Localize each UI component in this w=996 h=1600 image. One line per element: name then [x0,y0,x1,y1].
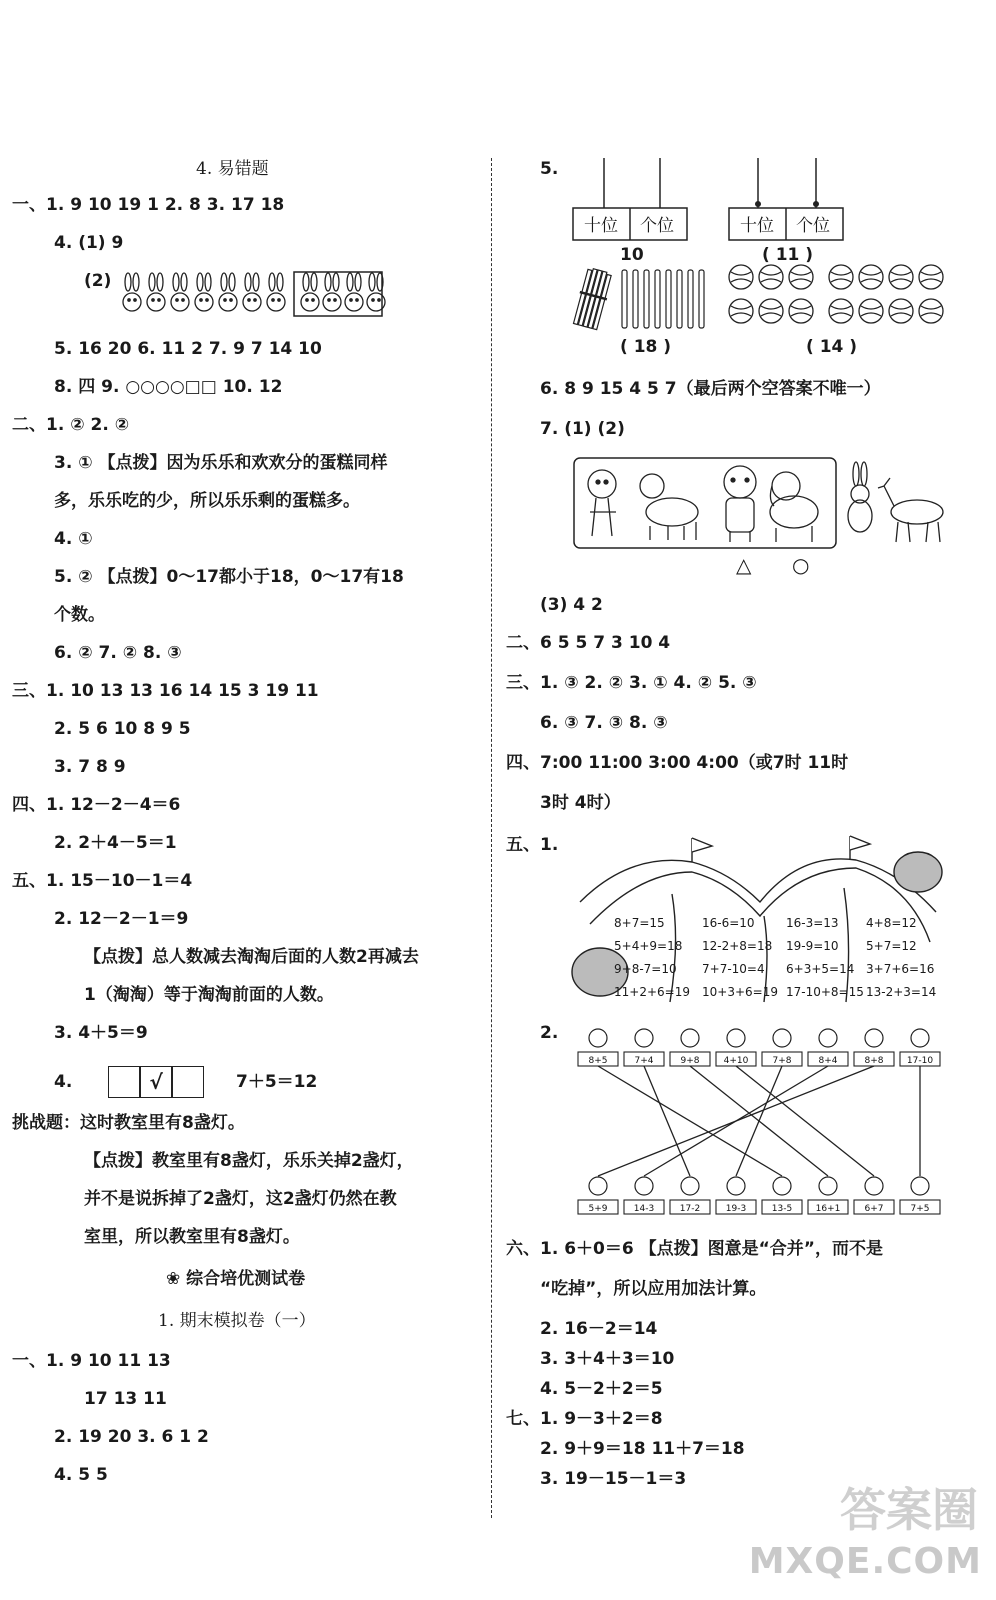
answer-line: 3. 19－15－1＝3 [540,1469,687,1489]
answer-line: 4. ① [54,529,93,549]
answer-line: 1（淘淘）等于淘淘前面的人数。 [84,985,334,1005]
answer-line: 6. ② 7. ② 8. ③ [54,643,182,663]
svg-text:7+4: 7+4 [634,1056,654,1066]
mountain-equation: 6+3+5=14 [786,962,855,976]
match-line [736,1066,874,1176]
mountain-equation: 5+4+9=18 [614,939,683,953]
mountain-equation: 3+7+6=16 [866,962,935,976]
svg-text:8+4: 8+4 [818,1056,838,1066]
watermark: MXQE.COM [748,1541,982,1582]
answer-line: 多，乐乐吃的少，所以乐乐剩的蛋糕多。 [54,491,360,511]
mountain-equation: 4+8=12 [866,916,917,930]
answer-line: 8. 四 9. ○○○○□□ 10. 12 [54,377,283,397]
bottom-card [808,1177,848,1214]
top-card [578,1029,618,1066]
sub-title: 1. 期末模拟卷（一） [158,1311,316,1331]
answer-line: 【点拨】教室里有8盏灯，乐乐关掉2盏灯， [84,1151,414,1171]
answer-line: 3. 7 8 9 [54,757,126,777]
answer-line: (3) 4 2 [540,595,603,615]
mountain-equation: 11+2+6=19 [614,985,690,999]
svg-text:8+8: 8+8 [864,1056,884,1066]
svg-text:19-3: 19-3 [725,1204,747,1214]
bottom-card [716,1177,756,1214]
answer-line: 室里，所以教室里有8盏灯。 [84,1227,300,1247]
answer-line: 3. 3＋4＋3＝10 [540,1349,675,1369]
bundle-value: ( 18 ) [620,337,672,357]
mountain-equation: 16-6=10 [702,916,755,930]
answer-line: 2. [540,1023,559,1043]
mountain-equation: 5+7=12 [866,939,917,953]
top-card [854,1029,894,1066]
svg-text:13-5: 13-5 [771,1204,793,1214]
svg-text:9+8: 9+8 [680,1056,700,1066]
answer-line: 挑战题：这时教室里有8盏灯。 [12,1113,245,1133]
rabbits-figure [120,272,390,320]
section-heading: 4. 易错题 [196,159,269,179]
top-card [716,1029,756,1066]
question-number: 4. [54,1072,73,1092]
mountain-equation: 10+3+6=19 [702,985,778,999]
answer-line: 2. 9＋9＝18 11＋7＝18 [540,1439,745,1459]
answer-line: 六、1. 6＋0＝6 【点拨】图意是“合并”，而不是 [506,1239,883,1259]
ones-label: 个位 [640,216,674,236]
answer-line: 三、1. ③ 2. ② 3. ① 4. ② 5. ③ [506,673,757,693]
answer-line: 3. 4＋5＝9 [54,1023,148,1043]
answer-line: “吃掉”，所以应用加法计算。 [540,1279,767,1299]
answer-line: 四、7:00 11:00 3:00 4:00（或7时 11时 [506,753,849,773]
watermark-cn: 答案圈 [840,1483,978,1537]
match-line [598,1066,874,1176]
svg-text:6+7: 6+7 [864,1204,884,1214]
svg-text:17-10: 17-10 [906,1056,934,1066]
answer-line: 一、1. 9 10 19 1 2. 8 3. 17 18 [12,195,285,215]
svg-text:16+1: 16+1 [815,1204,841,1214]
answer-line: (2) [84,271,112,291]
answer-line: 二、6 5 5 7 3 10 4 [506,633,671,653]
balls-figure [728,264,948,330]
bottom-card [854,1177,894,1214]
answer-line: 5. [540,159,559,179]
mountain-equation: 8+7=15 [614,916,665,930]
abacus-value: ( 11 ) [762,245,814,265]
svg-text:7+5: 7+5 [910,1204,930,1214]
answer-line: 5. ② 【点拨】0～17都小于18，0～17有18 [54,567,404,587]
answer-line: 个数。 [54,605,105,625]
answer-line: 并不是说拆掉了2盏灯，这2盏灯仍然在教 [84,1189,397,1209]
answer-line: 5. 16 20 6. 11 2 7. 9 7 14 10 [54,339,322,359]
answer-line: 4. 5 5 [54,1465,108,1485]
mountain-equation: 17-10+8=15 [786,985,864,999]
mountain-equation: 9+8-7=10 [614,962,677,976]
abacus-value: 10 [620,245,644,265]
circle-mark: ○ [792,553,810,577]
bottom-card [762,1177,802,1214]
top-card [900,1029,940,1066]
equation: 7＋5＝12 [235,1072,318,1092]
ones-label: 个位 [796,216,830,236]
answer-line: 2. 16－2＝14 [540,1319,658,1339]
answer-line: 6. ③ 7. ③ 8. ③ [540,713,668,733]
sticks-figure [574,266,714,336]
answer-line: 2. 12－2－1＝9 [54,909,189,929]
top-card [670,1029,710,1066]
answer-line: 17 13 11 [84,1389,167,1409]
answer-line: 7. (1) (2) [540,419,625,439]
match-line [644,1066,690,1176]
bottom-card [900,1177,940,1214]
match-line [736,1066,782,1176]
top-card [624,1029,664,1066]
svg-text:4+10: 4+10 [723,1056,749,1066]
bottom-card [624,1177,664,1214]
bottom-card [670,1177,710,1214]
answer-line: 三、1. 10 13 13 16 14 15 3 19 11 [12,681,319,701]
mountain-equation: 12-2+8=18 [702,939,773,953]
top-card [808,1029,848,1066]
answer-line: 6. 8 9 15 4 5 7（最后两个空答案不唯一） [540,379,881,399]
tens-label: 十位 [584,216,618,236]
balls-value: ( 14 ) [806,337,858,357]
answer-box [108,1066,140,1098]
section-title: ❀ 综合培优测试卷 [166,1269,306,1289]
svg-text:14-3: 14-3 [633,1204,655,1214]
column-divider [491,158,492,1518]
answer-line: 4. 5－2＋2＝5 [540,1379,663,1399]
mountain-equation: 19-9=10 [786,939,839,953]
svg-text:17-2: 17-2 [679,1204,701,1214]
answer-line: 四、1. 12－2－4＝6 [12,795,181,815]
answer-line: 二、1. ② 2. ② [12,415,130,435]
tens-label: 十位 [740,216,774,236]
answer-box [172,1066,204,1098]
answer-line: 【点拨】总人数减去淘淘后面的人数2再减去 [84,947,419,967]
matching-figure [576,1020,934,1220]
answer-line: 一、1. 9 10 11 13 [12,1351,171,1371]
answer-line: 2. 19 20 3. 6 1 2 [54,1427,209,1447]
answer-line: 3. ① 【点拨】因为乐乐和欢欢分的蛋糕同样 [54,453,388,473]
answer-box-checked: √ [140,1066,172,1098]
answer-line: 五、1. 15－10－1＝4 [12,871,193,891]
match-line [598,1066,782,1176]
answer-line [54,1066,317,1098]
mountain-equation: 7+7-10=4 [702,962,765,976]
answer-line: 3时 4时） [540,793,621,813]
answer-line: 2. 5 6 10 8 9 5 [54,719,191,739]
answer-line: 七、1. 9－3＋2＝8 [506,1409,663,1429]
mountain-equation: 13-2+3=14 [866,985,937,999]
svg-text:7+8: 7+8 [772,1056,792,1066]
svg-text:8+5: 8+5 [588,1056,608,1066]
triangle-mark: △ [736,553,752,577]
top-card [762,1029,802,1066]
bottom-card [578,1177,618,1214]
answer-line: 4. (1) 9 [54,233,124,253]
animals-figure [572,456,952,552]
answer-line: 2. 2＋4－5＝1 [54,833,177,853]
svg-text:5+9: 5+9 [588,1204,608,1214]
paw-icon: ❀ [166,1269,187,1289]
mountain-equation: 16-3=13 [786,916,839,930]
answer-line: 五、1. [506,835,559,855]
